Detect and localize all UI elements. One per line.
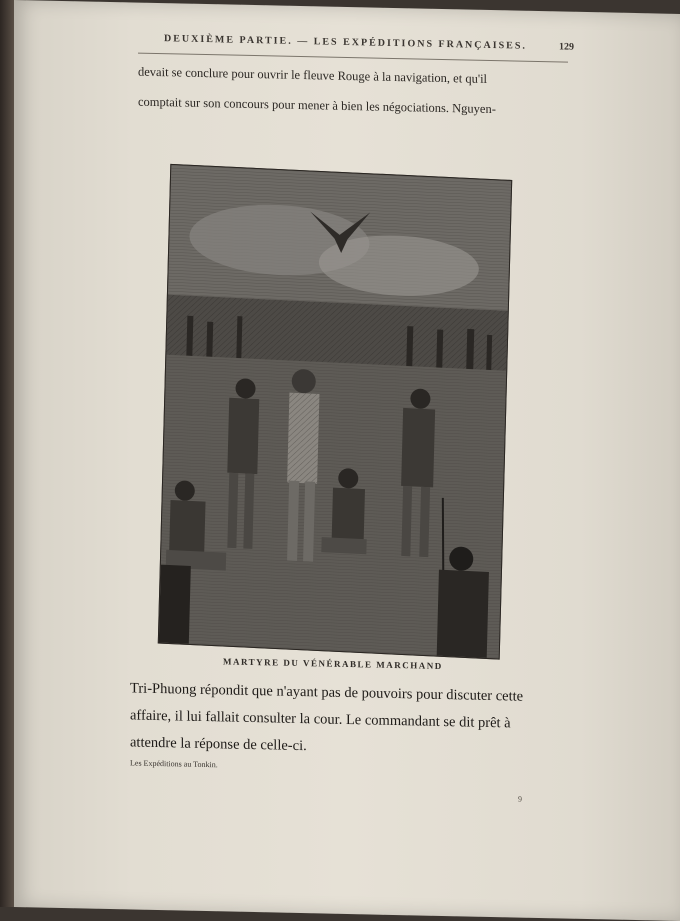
running-head-title: DEUXIÈME PARTIE. — LES EXPÉDITIONS FRANÇAISES. [164, 33, 527, 52]
paragraph-line: affaire, il lui fallait consulter la cour. Le commandant se dit prêt à [130, 707, 511, 732]
page-number: 129 [559, 41, 574, 53]
book-spine-edge [0, 0, 14, 907]
body-text-line: comptait sur son concours pour mener à bien les négociations. Nguyen- [138, 94, 496, 117]
signature-footnote: Les Expéditions au Tonkin. [130, 758, 218, 770]
running-head [164, 33, 574, 53]
body-text-line: devait se conclure pour ouvrir le fleuve Rouge à la navigation, et qu'il [138, 64, 488, 86]
signature-mark: 9 [518, 794, 522, 804]
paragraph-line: Tri-Phuong répondit que n'ayant pas de pouvoirs pour discuter cette [130, 680, 524, 705]
foreground-shadow [159, 565, 191, 644]
engraving-illustration [158, 164, 512, 660]
engraving-drawing [159, 165, 511, 659]
paragraph-line: attendre la réponse de celle-ci. [130, 734, 307, 755]
book-page [14, 0, 680, 921]
header-rule [138, 53, 568, 63]
illustration-caption: MARTYRE DU VÉNÉRABLE MARCHAND [223, 656, 443, 671]
